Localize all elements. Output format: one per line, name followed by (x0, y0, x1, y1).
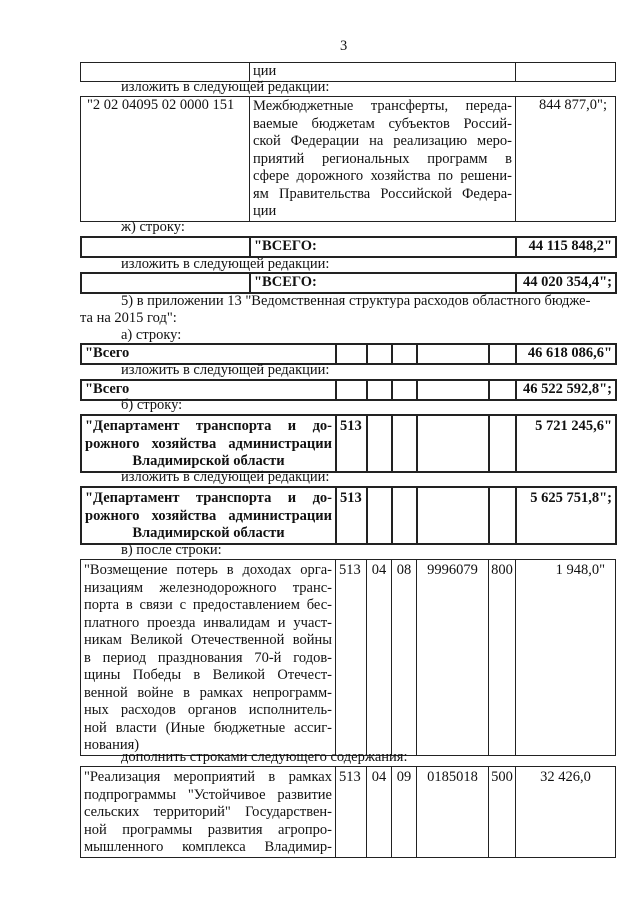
instruction-add-rows: дополнить строками следующего содержания: (121, 749, 408, 765)
paragraph-5-line1: 5) в приложении 13 "Ведомственная структура расходов областного бюдже- (121, 293, 591, 309)
table-rural-development (80, 766, 616, 858)
table-row (81, 97, 616, 222)
table-total-new (80, 272, 617, 294)
cell-target-article: 9996079 (417, 560, 489, 756)
name-line: подпрограммы "Устойчивое развитие (84, 786, 332, 803)
cell-amount: 5 625 751,8"; (516, 487, 616, 544)
name-line: венной войне в рамках непрограмм- (84, 684, 332, 701)
cell-section: 04 (367, 560, 392, 756)
cell-name (81, 767, 336, 858)
cell-code: "2 02 04095 02 0000 151 (81, 97, 250, 222)
cell-expense-type: 500 (489, 767, 516, 858)
cell-amount: 5 721 245,6" (516, 415, 616, 472)
instruction-replace: изложить в следующей редакции: (121, 469, 330, 485)
cell-expense-type: 800 (489, 560, 516, 756)
cell-name: "Всего (81, 380, 336, 400)
cell-name: "Всего (81, 344, 336, 364)
name-line: мышленного комплекса Владимир- (84, 839, 332, 855)
cell-code: 513 (336, 767, 367, 858)
cell-amount: 44 115 848,2" (516, 237, 616, 257)
table-department-old (80, 414, 617, 473)
cell-name: "ВСЕГО: (250, 273, 516, 293)
name-line: в период празднования 70-й годов- (84, 649, 332, 666)
desc-line: ской Федерации на реализацию меро- (253, 133, 512, 149)
desc-line: Межбюджетные трансферты, переда- (253, 98, 512, 114)
cell-target-article: 0185018 (417, 767, 489, 858)
cell-name (81, 487, 336, 544)
cell-code: 513 (336, 560, 367, 756)
name-line: ных расходов органов исполнитель- (84, 702, 332, 718)
name-line: сельских территорий" Государствен- (84, 804, 332, 820)
name-line: Владимирской области (132, 453, 285, 469)
instruction-replace: изложить в следующей редакции: (121, 79, 330, 95)
cell-amount: 46 522 592,8"; (516, 380, 616, 400)
table-row (81, 344, 616, 364)
instruction-replace: изложить в следующей редакции: (121, 256, 330, 272)
table-row (81, 273, 616, 293)
subitem-b: б) строку: (121, 397, 183, 413)
subitem-a: а) строку: (121, 327, 182, 343)
name-line: "Департамент транспорта и до- (85, 418, 332, 434)
name-line: "Возмещение потерь в доходах орга- (84, 562, 332, 578)
name-line: платного проезда инвалидам и участ- (84, 614, 332, 631)
instruction-replace: изложить в следующей редакции: (121, 362, 330, 378)
table-compensation (80, 559, 616, 756)
table-row (81, 487, 616, 544)
desc-line: ции (253, 203, 277, 219)
cell-amount: 46 618 086,6" (516, 344, 616, 364)
name-line: Владимирской области (132, 525, 285, 541)
page-number: 3 (340, 38, 348, 54)
name-line: никам Великой Отечественной войны (84, 632, 332, 648)
table-row (81, 415, 616, 472)
name-line: ной программы развития агропро- (84, 821, 332, 838)
name-line: ной власти (Иные бюджетные ассиг- (84, 719, 332, 736)
cell-amount: 32 426,0 (516, 767, 616, 858)
paragraph-5-line2: та на 2015 год": (80, 310, 177, 326)
desc-line: сфере дорожного хозяйства по решени- (253, 168, 512, 184)
cell-description (250, 97, 516, 222)
subitem-zh: ж) строку: (121, 219, 185, 235)
table-row (81, 767, 616, 858)
cell-name: "ВСЕГО: (250, 237, 516, 257)
table-transfers (80, 96, 616, 222)
table-row (81, 560, 616, 756)
cell-name (81, 415, 336, 472)
name-line: "Реализация мероприятий в рамках (84, 769, 332, 785)
name-line: "Департамент транспорта и до- (85, 490, 332, 506)
desc-line: ваемые бюджетам субъектов Россий- (253, 115, 512, 132)
desc-line: ям Правительства Российской Федера- (253, 185, 512, 202)
table-department-new (80, 486, 617, 545)
cell-subsection: 08 (392, 560, 417, 756)
cell-code: 513 (336, 487, 367, 544)
cell-code: 513 (336, 415, 367, 472)
cell-section: 04 (367, 767, 392, 858)
table-total-old (80, 236, 617, 258)
desc-line: приятий региональных программ в (253, 150, 512, 167)
table-row (81, 237, 616, 257)
name-line: щины Победы в Великой Отечест- (84, 667, 332, 683)
cell-subsection: 09 (392, 767, 417, 858)
cell-amount: 1 948,0" (516, 560, 616, 756)
cell-description: ции (250, 63, 516, 82)
cell-amount: 844 877,0"; (516, 97, 616, 222)
name-line: рожного хозяйства администрации (85, 435, 332, 452)
subitem-v: в) после строки: (121, 542, 222, 558)
cell-name (81, 560, 336, 756)
name-line: рожного хозяйства администрации (85, 507, 332, 524)
name-line: порта в связи с предоставлением бес- (84, 597, 332, 613)
name-line: нования) (84, 737, 140, 753)
cell-amount: 44 020 354,4"; (516, 273, 616, 293)
name-line: низациям железнодорожного транс- (84, 579, 332, 596)
